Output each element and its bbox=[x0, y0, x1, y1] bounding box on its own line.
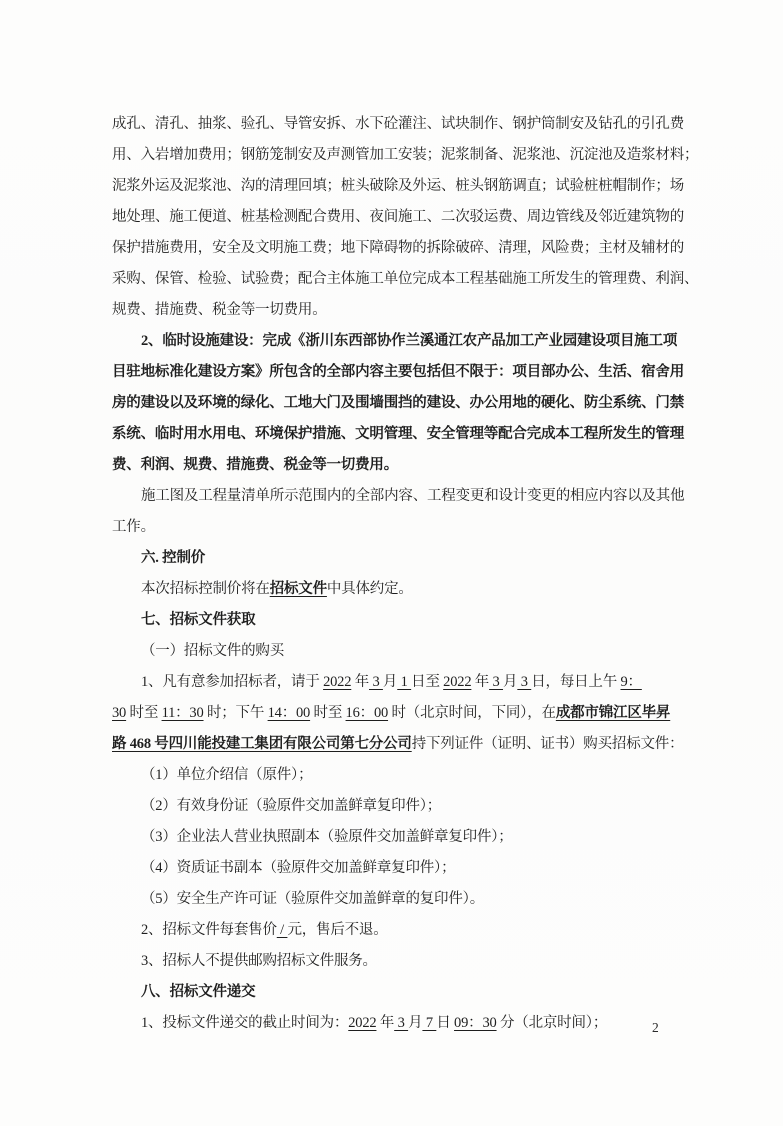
text-run: 1 bbox=[397, 674, 412, 690]
text-run: 日，每日上午 bbox=[531, 674, 621, 690]
text-run: 月 bbox=[503, 674, 518, 690]
text-run: 2022 bbox=[323, 674, 352, 690]
text-run: 日 bbox=[436, 1015, 455, 1031]
text-run: 地处理、施工便道、桩基检测配合费用、夜间施工、二次驳运费、周边管线及邻近建筑物的 bbox=[112, 209, 684, 225]
text-run: 日至 bbox=[411, 674, 444, 690]
text-line bbox=[112, 791, 674, 822]
text-run: 费、利润、规费、措施费、税金等一切费用。 bbox=[112, 457, 398, 473]
text-line bbox=[112, 822, 674, 853]
text-run: （一）招标文件的购买 bbox=[141, 643, 284, 659]
text-line bbox=[112, 419, 684, 450]
text-run: 工作。 bbox=[112, 519, 155, 535]
text-line bbox=[112, 605, 674, 636]
text-run: 2022 bbox=[348, 1015, 377, 1031]
text-run: 时至 bbox=[310, 705, 346, 721]
text-run: 09：30 bbox=[454, 1015, 497, 1031]
text-run: 成都市锦江区毕昇 bbox=[555, 705, 671, 721]
text-line bbox=[112, 326, 678, 357]
text-run: 施工图及工程量清单所示范围内的全部内容、工程变更和设计变更的相应内容以及其他 bbox=[141, 488, 685, 504]
text-run: 泥浆外运及泥浆池、沟的清理回填；桩头破除及外运、桩头钢筋调直；试验桩桩帽制作；场 bbox=[112, 178, 684, 194]
text-run: 时；下午 bbox=[203, 705, 268, 721]
text-line bbox=[112, 729, 684, 760]
text-line bbox=[112, 357, 684, 388]
text-run: 持下列证件（证明、证书）购买招标文件： bbox=[411, 736, 684, 752]
text-line bbox=[112, 233, 684, 264]
text-run: （3）企业法人营业执照副本（验原件交加盖鲜章复印件）； bbox=[141, 829, 513, 845]
text-run: 年 bbox=[351, 674, 370, 690]
text-run: 规费、措施费、税金等一切费用。 bbox=[112, 302, 327, 318]
text-line bbox=[112, 109, 684, 140]
text-run: （4）资质证书副本（验原件交加盖鲜章复印件）； bbox=[141, 860, 456, 876]
text-line bbox=[112, 512, 674, 543]
text-run: 六. 控制价 bbox=[141, 550, 206, 566]
text-run: 11：30 bbox=[161, 705, 204, 721]
text-run: 用、入岩增加费用；钢筋笼制安及声测管加工安装；泥浆制备、泥浆池、沉淀池及造浆材料； bbox=[112, 147, 699, 163]
text-line bbox=[112, 543, 674, 574]
text-run: 1、凡有意参加招标者，请于 bbox=[141, 674, 324, 690]
document-body bbox=[112, 109, 699, 1039]
text-line bbox=[112, 884, 674, 915]
text-line bbox=[112, 171, 684, 202]
text-run: 2022 bbox=[443, 674, 472, 690]
text-run: 时（北京时间，下同），在 bbox=[388, 705, 556, 721]
text-line bbox=[112, 915, 674, 946]
text-run: 采购、保管、检验、试验费；配合主体施工单位完成本工程基础施工所发生的管理费、利润、 bbox=[112, 271, 699, 287]
text-run: 3 bbox=[369, 674, 383, 690]
text-line bbox=[112, 202, 684, 233]
text-run: 2、临时设施建设：完成《浙川东西部协作兰溪通江农产品加工产业园建设项目施工项 bbox=[141, 333, 678, 349]
text-run: 七、招标文件获取 bbox=[141, 612, 256, 628]
text-run: （2）有效身份证（验原件交加盖鲜章复印件）； bbox=[141, 798, 442, 814]
text-line bbox=[112, 946, 674, 977]
text-run: 时至 bbox=[126, 705, 162, 721]
text-run: 3 bbox=[517, 674, 532, 690]
text-run: 保护措施费用，安全及文明施工费；地下障碍物的拆除破碎、清理，风险费；主材及辅材的 bbox=[112, 240, 684, 256]
text-run: 9： bbox=[620, 674, 642, 690]
text-line bbox=[112, 140, 699, 171]
text-run: 7 bbox=[422, 1015, 437, 1031]
text-line bbox=[112, 636, 674, 667]
text-run: / bbox=[276, 922, 288, 938]
text-run: 14：00 bbox=[267, 705, 311, 721]
text-line bbox=[112, 574, 674, 605]
text-line bbox=[112, 264, 699, 295]
text-run: 中具体约定。 bbox=[326, 581, 413, 597]
text-run: 路 468 号四川能投建工集团有限公司第七分公司 bbox=[112, 736, 412, 752]
text-run: 分（北京时间）； bbox=[496, 1015, 608, 1031]
text-run: 本次招标控制价将在 bbox=[141, 581, 270, 597]
text-line bbox=[112, 481, 685, 512]
text-line bbox=[112, 667, 674, 698]
text-run: （1）单位介绍信（原件）； bbox=[141, 767, 313, 783]
text-line bbox=[112, 698, 674, 729]
text-run: 目驻地标准化建设方案》所包含的全部内容主要包括但不限于：项目部办公、生活、宿舍用 bbox=[112, 364, 684, 380]
text-run: 月 bbox=[408, 1015, 423, 1031]
text-line bbox=[112, 450, 674, 481]
text-line bbox=[112, 388, 684, 419]
text-line bbox=[112, 295, 674, 326]
text-run: 成孔、清孔、抽浆、验孔、导管安拆、水下砼灌注、试块制作、钢护筒制安及钻孔的引孔费 bbox=[112, 116, 684, 132]
text-run: 16：00 bbox=[345, 705, 389, 721]
text-run: 八、招标文件递交 bbox=[141, 984, 256, 1000]
text-run: 年 bbox=[376, 1015, 395, 1031]
text-run: 房的建设以及环境的绿化、工地大门及围墙围挡的建设、办公用地的硬化、防尘系统、门禁 bbox=[112, 395, 684, 411]
text-run: 3 bbox=[489, 674, 504, 690]
text-run: （5）安全生产许可证（验原件交加盖鲜章的复印件）。 bbox=[141, 891, 484, 907]
text-run: 30 bbox=[112, 705, 127, 721]
text-run: 年 bbox=[471, 674, 490, 690]
text-line bbox=[112, 1008, 674, 1039]
text-run: 3、招标人不提供邮购招标文件服务。 bbox=[141, 953, 377, 969]
text-run: 1、投标文件递交的截止时间为： bbox=[141, 1015, 349, 1031]
text-run: 3 bbox=[394, 1015, 409, 1031]
text-run: 系统、临时用水用电、环境保护措施、文明管理、安全管理等配合完成本工程所发生的管理 bbox=[112, 426, 684, 442]
text-line bbox=[112, 977, 674, 1008]
text-run: 元，售后不退。 bbox=[287, 922, 388, 938]
text-run: 月 bbox=[382, 674, 398, 690]
text-run: 2、招标文件每套售价 bbox=[141, 922, 277, 938]
text-run: 招标文件 bbox=[269, 581, 327, 597]
page-number: 2 bbox=[652, 1020, 659, 1035]
text-line bbox=[112, 760, 674, 791]
text-line bbox=[112, 853, 674, 884]
